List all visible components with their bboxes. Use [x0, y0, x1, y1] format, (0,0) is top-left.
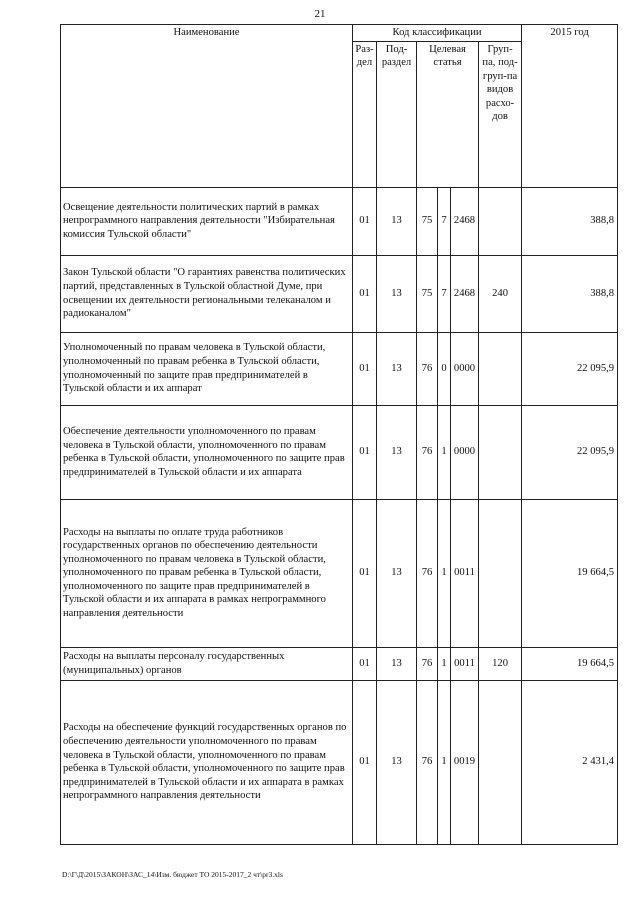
row-target-subprogram: 7 [438, 255, 451, 332]
footer-file-path: D:\Г\Д\2015\ЗАКОН\ЗАС_14\Изм. бюджет ТО 2015-2017_2 чт\pr3.xls [62, 870, 283, 879]
row-name: Расходы на выплаты по оплате труда работников государственных органов по обеспечению деятельности уполномоченного по правам человека в Тульской области, уполномоченного по правам ребенка в Тульской области, уполномоченного по защите прав предпринимателей в Тульской области и их аппарата в рамках непрограммного направления деятельности [61, 499, 353, 647]
header-year: 2015 год [522, 25, 618, 188]
row-expense-type [479, 499, 522, 647]
header-classification: Код классификации [353, 25, 522, 42]
row-target-subprogram: 1 [438, 499, 451, 647]
row-name: Расходы на выплаты персоналу государственных (муниципальных) органов [61, 647, 353, 680]
row-target-subprogram: 1 [438, 680, 451, 844]
row-razdel: 01 [353, 680, 377, 844]
row-name: Закон Тульской области "О гарантиях равенства политических партий, представленных в Тульской областной Думе, при освещении их деятельности региональными телеканалом и радиоканалом" [61, 255, 353, 332]
budget-table [60, 24, 618, 845]
row-expense-type: 240 [479, 255, 522, 332]
row-amount: 2 431,4 [522, 680, 618, 844]
row-amount: 388,8 [522, 255, 618, 332]
row-expense-type [479, 405, 522, 499]
row-target-program: 76 [417, 680, 438, 844]
row-target-direction: 0011 [451, 499, 479, 647]
table-row [61, 187, 618, 255]
page-number: 21 [314, 8, 326, 20]
row-target-direction: 0019 [451, 680, 479, 844]
row-podrazdel: 13 [377, 405, 417, 499]
row-target-program: 75 [417, 187, 438, 255]
row-target-program: 75 [417, 255, 438, 332]
row-target-direction: 2468 [451, 187, 479, 255]
row-target-program: 76 [417, 332, 438, 405]
row-podrazdel: 13 [377, 680, 417, 844]
row-amount: 19 664,5 [522, 647, 618, 680]
table-row [61, 405, 618, 499]
row-amount: 22 095,9 [522, 332, 618, 405]
row-expense-type [479, 187, 522, 255]
row-name: Освещение деятельности политических партий в рамках непрограммного направления деятельности "Избирательная комиссия Тульской области" [61, 187, 353, 255]
header-target-article: Целевая статья [417, 41, 479, 187]
row-target-program: 76 [417, 647, 438, 680]
table-row [61, 647, 618, 680]
row-expense-type [479, 332, 522, 405]
row-amount: 22 095,9 [522, 405, 618, 499]
header-name: Наименование [61, 25, 353, 188]
table-row [61, 680, 618, 844]
row-target-direction: 0000 [451, 405, 479, 499]
row-razdel: 01 [353, 647, 377, 680]
row-expense-type: 120 [479, 647, 522, 680]
row-target-direction: 0000 [451, 332, 479, 405]
header-razdel: Раз-дел [353, 41, 377, 187]
table-row [61, 499, 618, 647]
row-podrazdel: 13 [377, 499, 417, 647]
row-target-program: 76 [417, 499, 438, 647]
row-target-subprogram: 1 [438, 405, 451, 499]
row-razdel: 01 [353, 187, 377, 255]
row-target-program: 76 [417, 405, 438, 499]
row-podrazdel: 13 [377, 332, 417, 405]
row-podrazdel: 13 [377, 255, 417, 332]
row-amount: 19 664,5 [522, 499, 618, 647]
header-expense-group: Груп-па, под-груп-па видов расхо-дов [479, 41, 522, 187]
table-row [61, 332, 618, 405]
row-podrazdel: 13 [377, 187, 417, 255]
row-name: Обеспечение деятельности уполномоченного по правам человека в Тульской области, уполномоченного по правам ребенка в Тульской области, уполномоченного по защите прав предпринимателей в Тульской области и их аппарата [61, 405, 353, 499]
row-amount: 388,8 [522, 187, 618, 255]
row-razdel: 01 [353, 255, 377, 332]
table-row [61, 255, 618, 332]
row-target-direction: 0011 [451, 647, 479, 680]
header-podrazdel: Под-раздел [377, 41, 417, 187]
row-name: Уполномоченный по правам человека в Тульской области, уполномоченный по правам ребенка в Тульской области, уполномоченный по защите прав предпринимателей в Тульской области и их аппарат [61, 332, 353, 405]
row-razdel: 01 [353, 405, 377, 499]
row-name: Расходы на обеспечение функций государственных органов по обеспечению деятельности уполномоченного по правам человека в Тульской области, уполномоченного по правам ребенка в Тульской области, уполномоченного по защите прав предпринимателей в Тульской области и их аппарата в рамках непрограммного направления деятельности [61, 680, 353, 844]
row-razdel: 01 [353, 332, 377, 405]
row-target-subprogram: 1 [438, 647, 451, 680]
row-target-direction: 2468 [451, 255, 479, 332]
row-target-subprogram: 7 [438, 187, 451, 255]
row-razdel: 01 [353, 499, 377, 647]
row-podrazdel: 13 [377, 647, 417, 680]
row-expense-type [479, 680, 522, 844]
row-target-subprogram: 0 [438, 332, 451, 405]
